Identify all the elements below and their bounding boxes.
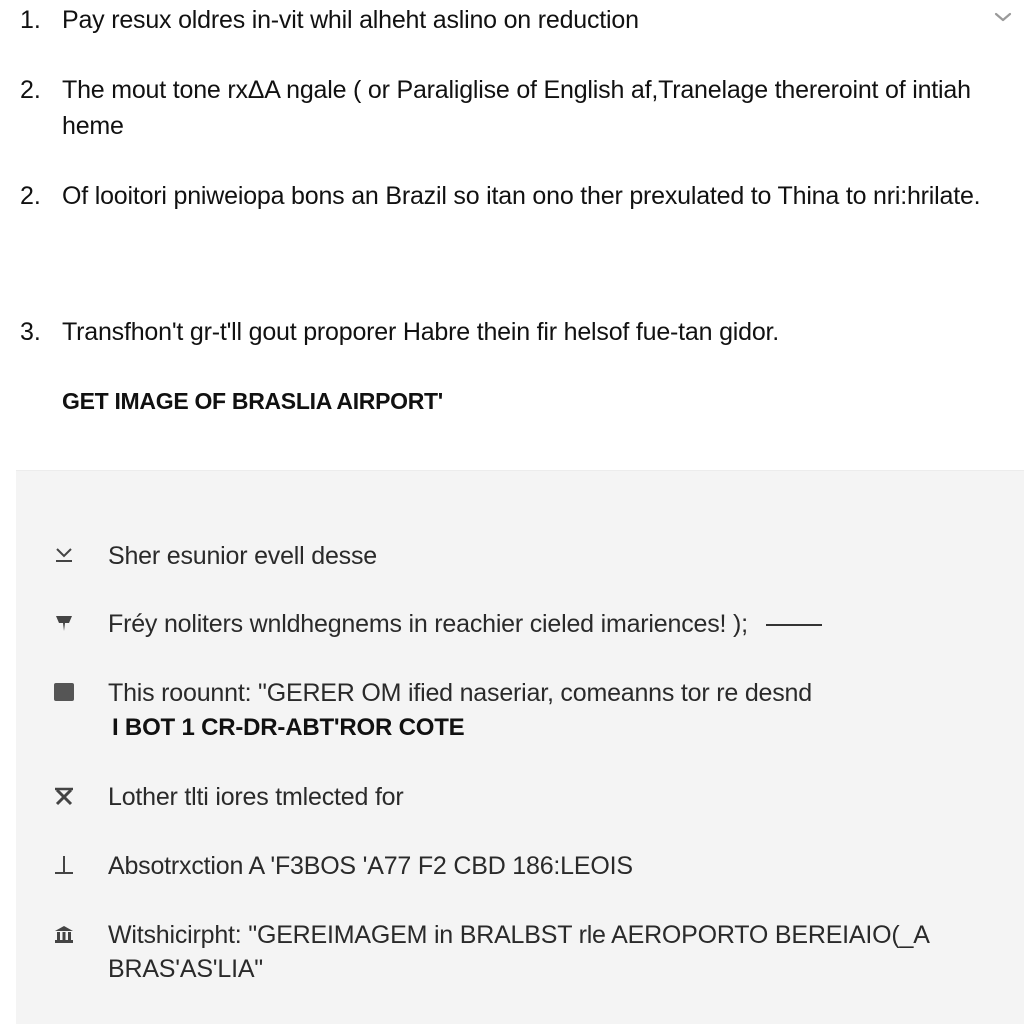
section-heading: GET IMAGE OF BRASLIA AIRPORT' bbox=[62, 388, 443, 414]
list-item-number: 2. bbox=[20, 182, 41, 210]
panel-item-bold-text: I BOT 1 CR-DR-ABT'ROR COTE bbox=[112, 714, 465, 741]
list-item-text: Pay resux oldres in-vit whil alheht aslino on reduction bbox=[62, 6, 639, 34]
list-item bbox=[0, 2, 992, 38]
dash-divider bbox=[766, 624, 822, 626]
list-item bbox=[0, 314, 992, 350]
panel-item-text: Absotrxction A 'F3BOS 'A77 F2 CBD 186:LEOIS bbox=[108, 852, 633, 880]
x-icon bbox=[52, 784, 76, 808]
list-item bbox=[0, 72, 992, 144]
square-icon bbox=[52, 680, 76, 704]
panel-item-text: Lother tlti iores tmlected for bbox=[108, 783, 404, 811]
panel-item-text: Sher esunior evell desse bbox=[108, 542, 377, 570]
results-panel bbox=[16, 470, 1024, 1024]
bank-icon bbox=[52, 922, 76, 946]
chevron-down-icon bbox=[52, 543, 76, 567]
anchor-icon bbox=[52, 853, 76, 877]
list-item bbox=[0, 178, 992, 214]
list-item-number: 2. bbox=[20, 76, 41, 104]
list-item-text: The mout tone rxΔA ngale ( or Paraliglise of English af,Tranelage thereroint of intiah heme bbox=[62, 76, 971, 140]
pin-icon bbox=[52, 611, 76, 635]
list-item-text: Transfhon't gr-t'll gout proporer Habre thein fir helsof fue-tan gidor. bbox=[62, 318, 780, 346]
panel-item-text: Fréy noliters wnldhegnems in reachier cieled imariences! ); bbox=[108, 610, 748, 638]
list-item-text: Of looitori pniweiopa bons an Brazil so itan ono ther prexulated to Thina to nri:hrilate. bbox=[62, 182, 981, 210]
panel-item-text: This roounnt: "GERER OM ified naseriar, comeanns tor re desnd bbox=[108, 679, 812, 707]
panel-item-text: Witshicirpht: "GEREIMAGEM in BRALBST rle AEROPORTO BEREIAIO(_A BRAS'AS'LIA" bbox=[108, 921, 929, 983]
list-item-number: 1. bbox=[20, 6, 41, 34]
collapse-chevron-icon[interactable] bbox=[992, 6, 1014, 28]
list-item-number: 3. bbox=[20, 318, 41, 346]
